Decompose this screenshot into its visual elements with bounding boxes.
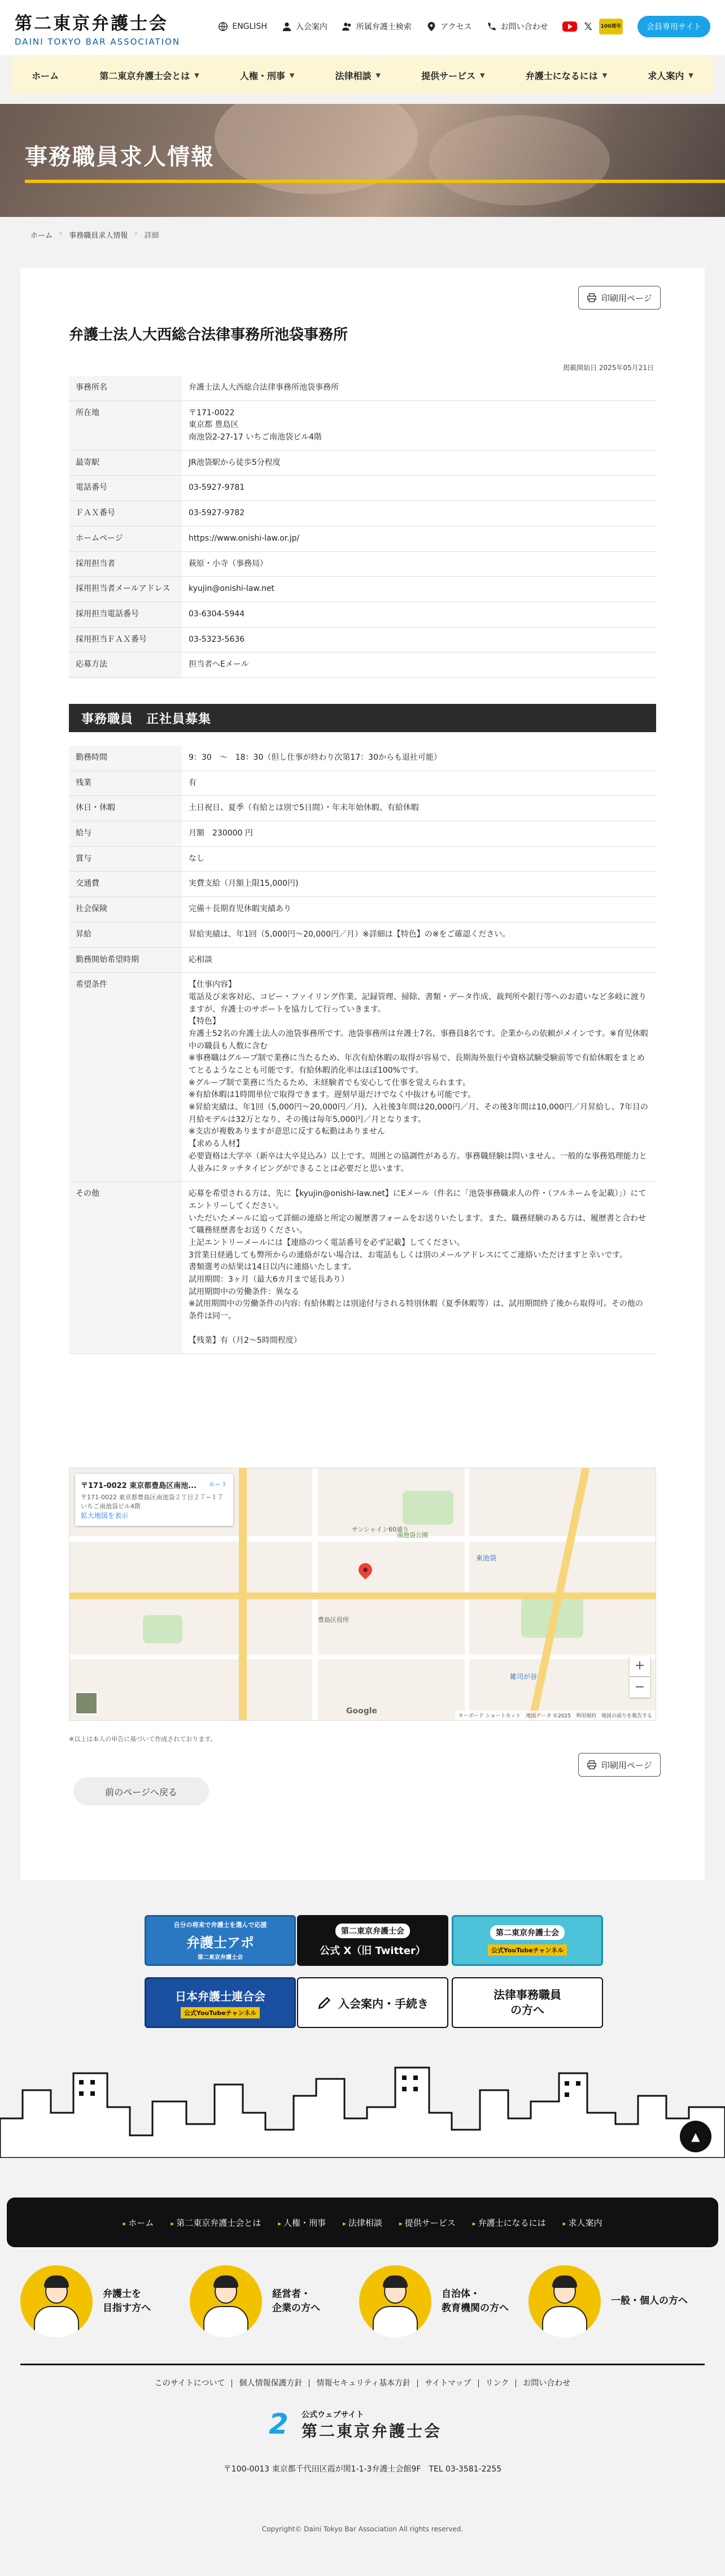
- logo-jp: 第二東京弁護士会: [15, 14, 168, 34]
- row-value: 弁護士法人大西総合法律事務所池袋事務所: [182, 376, 656, 401]
- breadcrumb-separator: ›: [59, 229, 63, 238]
- audience-individuals[interactable]: [529, 2265, 688, 2338]
- util-lawyer-search-label: 所属弁護士検索: [356, 23, 412, 32]
- banner-jfba-title: 公式YouTubeチャンネル: [181, 2007, 260, 2018]
- nav-legal-consult-label: 法律相談: [335, 70, 372, 81]
- map-route-link[interactable]: ルート: [209, 1481, 228, 1488]
- row-label: 応募方法: [69, 652, 182, 678]
- nav-about-label: 第二東京弁護士会とは: [99, 70, 190, 81]
- copyright: Copyright© Daini Tokyo Bar Association All rights reserved.: [261, 2525, 464, 2533]
- nav-jobs[interactable]: [648, 69, 693, 82]
- map-info-address: 〒171-0022 東京都豊島区南池袋２丁目２７−１７ いちご南池袋ビル4階: [81, 1494, 224, 1510]
- table-row: [69, 897, 656, 923]
- footer-address: 〒100-0013 東京都千代田区霞が関1-1-3弁護士会館9F TEL 03-3581-2255: [223, 2465, 502, 2474]
- printer-icon: [587, 293, 597, 303]
- breadcrumb-jobs[interactable]: 事務職員求人情報: [69, 232, 128, 240]
- table-row: [69, 551, 656, 577]
- row-value: なし: [182, 846, 656, 872]
- util-admission[interactable]: [282, 21, 327, 32]
- chevron-down-icon: ▼: [194, 71, 199, 79]
- footer-nav-services[interactable]: ▸ 提供サービス: [399, 2217, 456, 2229]
- nav-jobs-label: 求人案内: [648, 70, 684, 81]
- office-info-table: [69, 376, 656, 678]
- footer-link-links[interactable]: リンク: [479, 2379, 517, 2387]
- section-heading: 事務職員 正社員募集: [69, 704, 656, 732]
- back-button[interactable]: 前のページへ戻る: [73, 1777, 209, 1805]
- row-label: 採用担当者: [69, 551, 182, 577]
- table-row: [69, 872, 656, 897]
- nav-services[interactable]: [421, 69, 484, 82]
- nav-home-label: ホーム: [32, 70, 59, 81]
- map-label: サンシャイン60通り: [352, 1526, 409, 1533]
- row-value: 03-6304-5944: [182, 602, 656, 627]
- footer-nav: [7, 2198, 718, 2247]
- logo-mark-icon: 2: [269, 2408, 289, 2440]
- row-label: 交通費: [69, 872, 182, 897]
- row-label: 採用担当ＦＡＸ番号: [69, 627, 182, 652]
- breadcrumb: [30, 229, 159, 240]
- map-road: [69, 1655, 656, 1659]
- nav-human-rights-label: 人権・刑事: [239, 70, 285, 81]
- banner-jfba-org: 日本弁護士連合会: [175, 1989, 265, 2003]
- table-row: [69, 401, 656, 450]
- city-skyline-illustration: [0, 2051, 725, 2158]
- utility-nav: [218, 16, 710, 37]
- row-value: 完備＋長期育児休暇実績あり: [182, 897, 656, 923]
- chevron-down-icon: ▼: [375, 71, 381, 79]
- row-label: 電話番号: [69, 476, 182, 501]
- row-label: 社会保険: [69, 897, 182, 923]
- nav-become-lawyer[interactable]: [526, 69, 607, 82]
- published-date: 掲載開始日 2025年05月21日: [563, 364, 654, 372]
- person-icon: [282, 21, 292, 32]
- back-to-top-button[interactable]: ▲: [680, 2121, 711, 2152]
- row-value: 萩原・小寺（事務局）: [182, 551, 656, 577]
- map-info-title: 〒171-0022 東京都豊島区南池...: [81, 1482, 197, 1490]
- map-pin-icon: [426, 21, 436, 32]
- table-row: [69, 821, 656, 847]
- row-value: 03-5927-9781: [182, 476, 656, 501]
- table-row: [69, 602, 656, 627]
- person-illustration: [190, 2265, 262, 2338]
- table-row: [69, 627, 656, 652]
- row-value: 03-5323-5636: [182, 627, 656, 652]
- row-label: ホームページ: [69, 526, 182, 551]
- footer-logo-sub: 公式ウェブサイト: [302, 2410, 364, 2420]
- map-label: 南池袋公園: [397, 1531, 428, 1539]
- banner-youtube-title: 公式YouTubeチャンネル: [488, 1944, 567, 1956]
- banner-office-staff-line2: の方へ: [510, 2003, 544, 2017]
- table-row: [69, 947, 656, 973]
- row-value: 土日祝日、夏季（有給とは別で5日間）・年末年始休暇、有給休暇: [182, 796, 656, 821]
- banner-youtube-official[interactable]: [452, 1915, 603, 1966]
- footer-link-sitemap[interactable]: サイトマップ: [418, 2379, 478, 2387]
- util-access[interactable]: [426, 21, 472, 32]
- map-park: [143, 1615, 182, 1643]
- nav-become-lawyer-label: 弁護士になるには: [525, 70, 598, 81]
- print-button-bottom[interactable]: [578, 1753, 661, 1777]
- row-label: 休日・休暇: [69, 796, 182, 821]
- table-row: [69, 771, 656, 796]
- google-map[interactable]: [69, 1468, 656, 1721]
- table-row: [69, 922, 656, 947]
- footer-link-about-site[interactable]: このサイトについて: [148, 2379, 233, 2387]
- breadcrumb-home[interactable]: ホーム: [30, 232, 53, 240]
- footer-nav-become-lawyer[interactable]: ▸ 弁護士になるには: [473, 2217, 546, 2229]
- map-enlarge-link[interactable]: 拡大地図を表示: [81, 1512, 129, 1520]
- audience-label: 自治体・ 教育機関の方へ: [442, 2288, 509, 2314]
- youtube-icon[interactable]: [562, 21, 577, 32]
- person-illustration: [20, 2265, 93, 2338]
- map-attribution[interactable]: キーボード ショートカット 地図データ ©2025 利用規約 地図の誤りを報告する: [455, 1711, 656, 1720]
- row-label: 給与: [69, 821, 182, 847]
- pencil-icon: [317, 1995, 333, 2011]
- row-value: 【仕事内容】 電話及び来客対応、コピー・ファイリング作業、記録管理、掃除、書類・データ作成、裁判所や銀行等へのお遣いなど多岐に渡りますが、弁護士のサポートを協力して行っていきます。 【特色】 弁護士52名の弁護士法人の池袋事務所です。池袋事務所は弁護士7名、事務員8名です。企業からの依頼がメインです。※育児休暇中の職員も人数に含む ※事務職はグループ制で業務に当たるため、年次有給休暇の取得が容易で、長期海外旅行や資格試験受験前等で有給休暇をまとめてとるようなことも可能です。有給休暇消化率はほぼ100%です。 ※グループ制で業務に当たるため、未経験者でも安心して仕事を覚えられます。 ※有給休暇は1時間単位で取得できます。遅刻早退だけでなく中抜けも可能です。 ※昇給実績は、年1回（5,000円～20,000円／月)、入社後3年間は20,000円／月、その後3年間は10,000円／月昇給し、7年目の月給モデルは32万となり、その後は毎年5,000円／月となります。 ※支店が複数ありますが意思に反する転勤はありません 【求める人材】 必要資格は大学卒（新卒は大卒見込み）以上です。周囲との協調性がある方。事務職経験は問いません。一般的な事務処理能力と人並みにタッチタイピングができることは必要だと思います。: [182, 973, 656, 1182]
- table-row: [69, 973, 656, 1182]
- zoom-in-button[interactable]: +: [630, 1656, 650, 1676]
- row-value: 昇給実績は、年1回（5,000円～20,000円／月）※詳細は【特色】の※をご確認ください。: [182, 922, 656, 947]
- chevron-down-icon: ▼: [602, 71, 608, 79]
- row-label: その他: [69, 1182, 182, 1354]
- site-logo[interactable]: [15, 9, 180, 47]
- footer-logo[interactable]: [269, 2407, 461, 2446]
- audience-businesses[interactable]: [190, 2265, 320, 2338]
- nav-legal-consult[interactable]: [335, 69, 380, 82]
- row-label: 採用担当電話番号: [69, 602, 182, 627]
- map-park: [403, 1491, 453, 1525]
- table-row: [69, 476, 656, 501]
- site-header: [0, 0, 725, 55]
- footer-logo-name: 第二東京弁護士会: [302, 2422, 442, 2440]
- row-label: 勤務時間: [69, 746, 182, 771]
- row-value: JR池袋駅から徒歩5分程度: [182, 450, 656, 476]
- printer-icon: [587, 1760, 597, 1770]
- x-icon[interactable]: 𝕏: [584, 20, 592, 33]
- audience-label: 経営者・ 企業の方へ: [272, 2288, 320, 2314]
- util-admission-label: 入会案内: [295, 23, 327, 32]
- table-row: [69, 846, 656, 872]
- chevron-down-icon: ▼: [688, 71, 693, 79]
- row-label: 希望条件: [69, 973, 182, 1182]
- banner-admission[interactable]: [297, 1977, 448, 2028]
- row-label: 最寄駅: [69, 450, 182, 476]
- hero-image-shade: [429, 115, 610, 206]
- table-row: [69, 450, 656, 476]
- row-value: 03-5927-9782: [182, 501, 656, 526]
- row-value: 応募を希望される方は、先に【kyujin@onishi-law.net】にEメール（件名に「池袋事務職求人の件・（フルネームを記載）」）にてエントリーしてください。 いただいたメールに追って詳細の連絡と所定の履歴書フォームをお送りいたします。また、職務経験のある方は、履歴書と合わせて職務経歴書をお送りください。 上記エントリーメールには【連絡のつく電話番号を必ず記載】してください。 3営業日経過しても弊所からの連絡がない場合は、お電話もしくは別のメールアドレスにてご連絡いただけますと幸いです。 書類選考の結果は14日以内に連絡いたします。 試用期間：3ヶ月（最大6カ月まで延長あり） 試用期間中の労働条件：異なる ※試用期間中の労働条件の内容: 有給休暇とは別途付与される特別休暇（夏季休暇等）は、試用期間終了後から取得可。その他の条件は同一。 【残業】有（月2〜5時間程度）: [182, 1182, 656, 1354]
- google-logo: Google: [346, 1707, 378, 1716]
- map-label: 東池袋: [476, 1554, 497, 1562]
- footer-divider: [20, 2364, 705, 2365]
- footer-nav-legal-consult[interactable]: ▸ 法律相談: [343, 2217, 382, 2229]
- audience-aspiring-lawyers[interactable]: [20, 2265, 151, 2338]
- breadcrumb-current: 詳細: [144, 232, 159, 240]
- phone-icon: [486, 21, 496, 32]
- footer-link-privacy[interactable]: 個人情報保護方針: [232, 2379, 309, 2387]
- row-value: 9：30 ～ 18：30（但し仕事が終わり次第17：30からも退社可能）: [182, 746, 656, 771]
- table-row: [69, 501, 656, 526]
- row-label: ＦＡＸ番号: [69, 501, 182, 526]
- banner-x-org: 第二東京弁護士会: [335, 1924, 410, 1938]
- map-satellite-toggle[interactable]: [75, 1692, 98, 1715]
- audience-label: 一般・個人の方へ: [611, 2295, 688, 2307]
- footer-nav-home[interactable]: ▸ ホーム: [123, 2217, 154, 2229]
- banner-x-official[interactable]: [297, 1915, 448, 1966]
- util-english-label: ENGLISH: [232, 22, 267, 31]
- row-label: 賞与: [69, 846, 182, 872]
- footer-nav-about[interactable]: ▸ 第二東京弁護士会とは: [171, 2217, 261, 2229]
- table-row: [69, 577, 656, 602]
- print-button[interactable]: [578, 286, 661, 310]
- audience-public-bodies[interactable]: [359, 2265, 509, 2338]
- footer-links: [0, 2379, 725, 2387]
- banner-lawyer-app-sub: 自分の将来で弁護士を選んで応援: [173, 1921, 267, 1929]
- anniversary-banner[interactable]: 100周年: [599, 19, 623, 34]
- banner-x-title: 公式 X（旧 Twitter）: [320, 1945, 426, 1957]
- table-row: [69, 376, 656, 401]
- print-button-label: 印刷用ページ: [601, 1760, 652, 1770]
- footer-link-contact[interactable]: お問い合わせ: [523, 2379, 571, 2388]
- map-label: 雑司が谷: [510, 1673, 538, 1681]
- banner-lawyer-app-title: 弁護士アポ: [186, 1935, 254, 1951]
- globe-icon: [218, 21, 228, 32]
- banner-lawyer-app-org: 第二東京弁護士会: [198, 1955, 243, 1961]
- person-illustration: [529, 2265, 601, 2338]
- table-row: [69, 652, 656, 678]
- member-site-button[interactable]: 会員専用サイト: [637, 16, 710, 37]
- row-value: 〒171-0022 東京都 豊島区 南池袋2-27-17 いちご南池袋ビル4階: [182, 401, 656, 450]
- job-title: 弁護士法人大西総合法律事務所池袋事務所: [69, 327, 348, 343]
- banner-youtube-org: 第二東京弁護士会: [490, 1925, 565, 1940]
- banner-office-staff[interactable]: [452, 1977, 603, 2028]
- table-row: [69, 746, 656, 771]
- util-lawyer-search[interactable]: [342, 21, 412, 32]
- person-illustration: [359, 2265, 431, 2338]
- users-icon: [342, 21, 352, 32]
- row-value: 有: [182, 771, 656, 796]
- util-access-label: アクセス: [440, 23, 472, 32]
- page-hero: [0, 104, 725, 217]
- row-label: 昇給: [69, 922, 182, 947]
- banner-admission-label: 入会案内・手続き: [338, 1996, 429, 2011]
- util-contact[interactable]: [486, 21, 548, 32]
- nav-human-rights[interactable]: [240, 69, 294, 82]
- global-nav: [11, 56, 714, 94]
- audience-label: 弁護士を 目指す方へ: [103, 2288, 151, 2314]
- map-highway: [69, 1592, 656, 1599]
- footer-nav-jobs[interactable]: ▸ 求人案内: [563, 2217, 602, 2229]
- social-links: [562, 19, 623, 34]
- table-row: [69, 1182, 656, 1354]
- row-value: 担当者へEメール: [182, 652, 656, 678]
- row-value[interactable]: kyujin@onishi-law.net: [182, 577, 656, 602]
- banner-office-staff-line1: 法律事務職員: [493, 1988, 561, 2001]
- logo-en: DAINI TOKYO BAR ASSOCIATION: [15, 37, 181, 47]
- row-value: 実費支給（月額上限15,000円): [182, 872, 656, 897]
- print-button-label: 印刷用ページ: [601, 293, 652, 303]
- chevron-down-icon: ▼: [289, 71, 295, 79]
- job-conditions-table: [69, 746, 656, 1354]
- row-label: 残業: [69, 771, 182, 796]
- nav-services-label: 提供サービス: [421, 70, 476, 81]
- map-label: 豊島区役所: [318, 1616, 349, 1624]
- footer-link-security[interactable]: 情報セキュリティ基本方針: [309, 2379, 418, 2387]
- nav-about[interactable]: [99, 69, 199, 82]
- util-contact-label: お問い合わせ: [500, 23, 548, 32]
- row-label: 所在地: [69, 401, 182, 450]
- table-row: [69, 526, 656, 551]
- nav-home[interactable]: [32, 69, 59, 82]
- row-value[interactable]: https://www.onishi-law.or.jp/: [182, 526, 656, 551]
- row-label: 採用担当者メールアドレス: [69, 577, 182, 602]
- util-english[interactable]: [218, 21, 267, 32]
- table-row: [69, 796, 656, 821]
- zoom-out-button[interactable]: −: [630, 1677, 650, 1698]
- map-info-window: [75, 1474, 233, 1526]
- title-underline: [25, 180, 725, 183]
- row-value: 応相談: [182, 947, 656, 973]
- footer-nav-human-rights[interactable]: ▸ 人権・刑事: [278, 2217, 326, 2229]
- row-value: 月額 230000 円: [182, 821, 656, 847]
- chevron-down-icon: ▼: [480, 71, 485, 79]
- banner-jfba-youtube[interactable]: [145, 1977, 296, 2028]
- map-note: ※以上は本人の申告に基づいて作成されております。: [69, 1735, 217, 1743]
- banner-lawyer-app[interactable]: [145, 1915, 296, 1966]
- row-label: 事務所名: [69, 376, 182, 401]
- breadcrumb-separator: ›: [134, 229, 138, 238]
- row-label: 勤務開始希望時期: [69, 947, 182, 973]
- page-title: 事務職員求人情報: [25, 144, 215, 170]
